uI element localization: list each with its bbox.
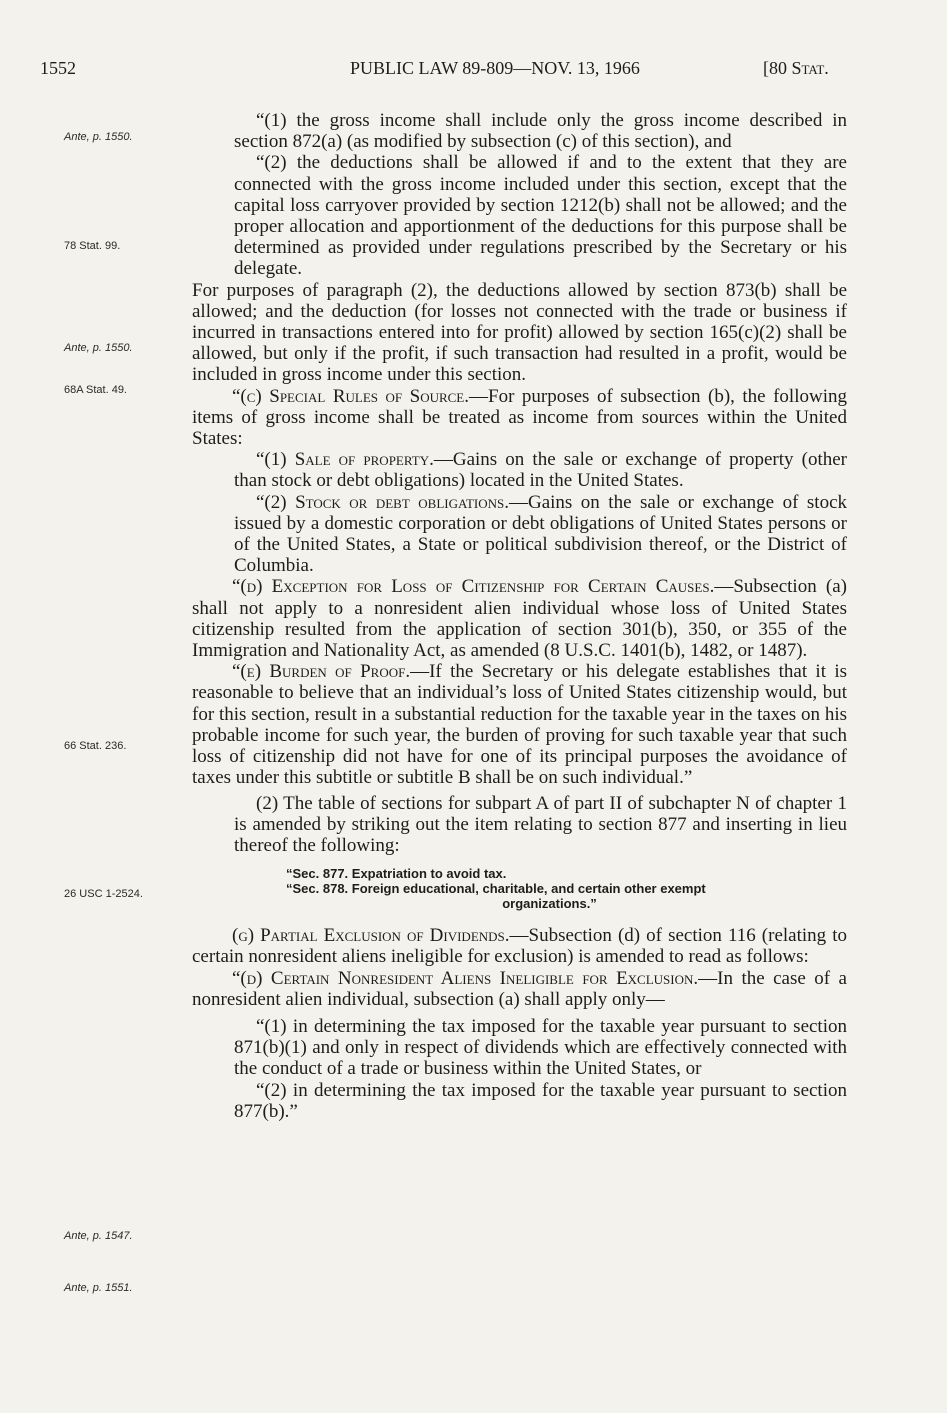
paragraph-b1: “(1) the gross income shall include only the gross income described in section 872(a) (as modified by subsection (c) of this section), and xyxy=(234,110,847,153)
subsection-g-d2: “(2) in determining the tax imposed for the taxable year pursuant to section 877(b).” xyxy=(234,1079,847,1122)
subsection-g-d-heading: “(d) Certain Nonresident Aliens Ineligible for Exclusion. xyxy=(232,967,699,989)
subsection-c1-text: —Gains on the sale or exchange of property (other than stock or debt obligations) located in the United States. xyxy=(234,449,847,492)
subsection-g-heading: (g) Partial Exclusion of Dividends. xyxy=(232,925,510,947)
statute-reference: [80 Stat. xyxy=(763,58,829,78)
subsection-g-d-text: —In the case of a nonresident alien individual, subsection (a) shall apply only— xyxy=(192,967,847,1010)
margin-note: 26 USC 1-2524. xyxy=(64,888,143,900)
subsection-g xyxy=(192,925,847,967)
subsection-d xyxy=(192,576,847,661)
subsection-g-d1: “(1) in determining the tax imposed for the taxable year pursuant to section 871(b)(1) and only in respect of dividends which are effectively connected with the conduct of a trade or business within the United States, or xyxy=(234,1015,847,1080)
subsection-g-d xyxy=(192,968,847,1010)
subsection-e-text: —If the Secretary or his delegate establishes that it is reasonable to believe that an individual’s loss of United States citizenship would, but for this section, result in a substantial reduction for the taxable year in the taxes on his probable income for such year, the burden of proving for such taxable year that such loss of citizenship did not have for one of its principal purposes the avoidance of taxes under this subtitle or subtitle B shall be on such individual.” xyxy=(192,661,847,789)
margin-note: 78 Stat. 99. xyxy=(64,240,121,252)
margin-note: Ante, p. 1550. xyxy=(64,342,133,354)
subsection-c2 xyxy=(192,492,847,577)
subsection-c2-heading: “(2) Stock or debt obligations. xyxy=(256,491,509,513)
margin-note: Ante, p. 1551. xyxy=(64,1282,133,1294)
margin-note: Ante, p. 1547. xyxy=(64,1230,133,1242)
table-row: “Sec. 877. Expatriation to avoid tax. xyxy=(286,866,507,882)
table-row: “Sec. 878. Foreign educational, charitable, and certain other exempt xyxy=(286,881,706,897)
running-head: PUBLIC LAW 89-809—NOV. 13, 1966 xyxy=(350,58,640,78)
page-number: 1552 xyxy=(40,58,76,78)
paragraph-deductions: For purposes of paragraph (2), the deductions allowed by section 873(b) shall be allowed; and the deduction (for losses not connected with the trade or business if incurred in transactions entered into for profit) allowed by section 165(c)(2) shall be allowed, but only if the profit, if such transaction had resulted in a profit, would be included in gross income under this section. xyxy=(192,279,847,386)
subsection-g-text: —Subsection (d) of section 116 (relating to certain nonresident aliens ineligible for exclusion) is amended to read as follows: xyxy=(192,925,847,968)
subsection-e xyxy=(192,661,847,788)
subsection-c-heading: “(c) Special Rules of Source. xyxy=(232,385,469,407)
subsection-c xyxy=(192,386,847,450)
table-of-sections xyxy=(192,866,847,911)
margin-note: Ante, p. 1550. xyxy=(64,131,133,143)
statute-body xyxy=(192,110,847,1122)
margin-note: 68A Stat. 49. xyxy=(64,384,127,396)
subsection-d-heading: “(d) Exception for Loss of Citizenship for Certain Causes. xyxy=(232,576,715,598)
subsection-c2-text: —Gains on the sale or exchange of stock issued by a domestic corporation or debt obligations of United States persons or of the United States, a State or political subdivision thereof, or the District of Columbia. xyxy=(234,491,848,577)
subsection-c-text: —For purposes of subsection (b), the following items of gross income shall be treated as income from sources within the United States: xyxy=(192,385,847,450)
subsection-c1 xyxy=(192,449,847,491)
margin-note: 66 Stat. 236. xyxy=(64,740,127,752)
table-amendment-paragraph: (2) The table of sections for subpart A of part II of subchapter N of chapter 1 is amended by striking out the item relating to section 877 and inserting in lieu thereof the following: xyxy=(234,792,847,856)
table-row: organizations.” xyxy=(502,896,597,912)
subsection-e-heading: “(e) Burden of Proof. xyxy=(232,661,411,683)
subsection-d-text: —Subsection (a) shall not apply to a nonresident alien individual whose loss of United States citizenship resulted from the application of section 301(b), 350, or 355 of the Immigration and Nationality Act, as amended (8 U.S.C. 1401(b), 1482, or 1487). xyxy=(192,576,847,662)
subsection-c1-heading: “(1) Sale of property. xyxy=(256,449,434,471)
paragraph-b2: “(2) the deductions shall be allowed if and to the extent that they are connected with the gross income included under this section, except that the capital loss carryover provided by section 1212(b) shall not be allowed; and the proper allocation and apportionment of the deductions for this purpose shall be determined as provided under regulations prescribed by the Secretary or his delegate. xyxy=(234,152,847,280)
page-header xyxy=(0,58,947,88)
